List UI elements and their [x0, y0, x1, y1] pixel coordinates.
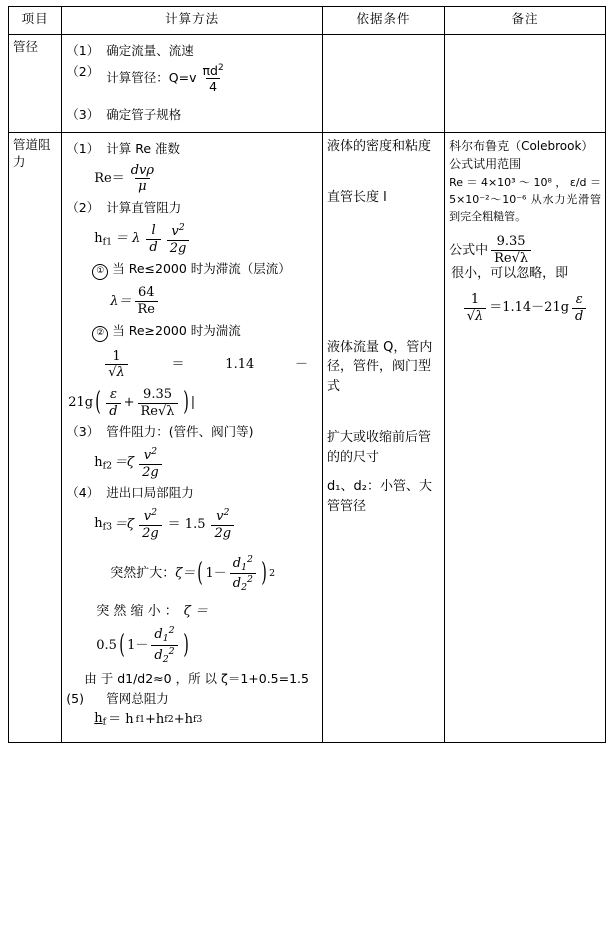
numerator-exponent: 2	[151, 507, 158, 519]
step-line	[66, 64, 318, 93]
row-method-pipe-diameter	[62, 34, 323, 132]
fraction-denominator: d	[146, 239, 160, 255]
numerator-exponent: 2	[217, 62, 224, 73]
table-header	[9, 7, 606, 35]
table-body	[9, 34, 606, 742]
fraction-numerator	[151, 626, 177, 645]
formula-colebrook-line2	[68, 388, 318, 418]
sub-item-laminar	[92, 261, 318, 280]
step-text-label: 计算管径：Q=v	[106, 69, 197, 85]
row-remark-pipe-resistance	[445, 132, 606, 742]
step-text: 进出口局部阻力	[106, 485, 194, 501]
fraction-denominator: μ	[135, 178, 149, 194]
spacer	[327, 218, 440, 338]
formula-subscript: f3	[192, 713, 203, 725]
numerator-exponent: 2	[223, 507, 230, 519]
fraction-denominator: 2g	[139, 525, 162, 541]
step-line	[66, 141, 318, 158]
fraction-denominator: Re	[135, 301, 158, 317]
fraction-935-over-re-sqrt-lambda	[491, 235, 531, 265]
denominator-text: d	[154, 648, 163, 664]
step-number: （2）	[66, 200, 100, 216]
step-line	[66, 424, 318, 441]
formula-one-minus: 1－	[205, 566, 227, 582]
formula-plus: +	[123, 395, 135, 411]
fraction-numerator: 9.35	[143, 386, 172, 402]
fraction-numerator: 1	[112, 348, 121, 364]
fraction-935-over-re-sqrt-lambda	[138, 388, 178, 418]
circled-number-icon	[92, 323, 112, 342]
condition-item: 扩大或收缩前后管的的尺寸	[327, 430, 432, 465]
fraction-denominator: √λ	[105, 364, 128, 380]
fraction-numerator	[230, 555, 256, 574]
paren-close: )	[182, 387, 189, 418]
condition-item	[327, 188, 440, 208]
denominator-subscript: 2	[241, 582, 248, 594]
header-condition: 依据条件	[323, 7, 445, 35]
remark-formula-inline	[449, 235, 601, 283]
step-number: （1）	[66, 42, 100, 58]
step-text: 管网总阻力	[106, 691, 169, 707]
numerator-text: v	[171, 224, 179, 240]
numerator-subscript: 1	[241, 561, 248, 573]
denominator-subscript: 2	[162, 653, 169, 665]
step-number: （1）	[66, 140, 100, 156]
formula-label: 突 然 缩 小 ：	[96, 603, 178, 619]
formula-h: h	[94, 515, 103, 531]
numerator-exponent: 2	[168, 625, 175, 637]
formula-lhs: Re＝	[94, 171, 125, 187]
fraction-v2-over-2g	[139, 447, 162, 479]
fraction-d1-sq-over-d2-sq	[230, 555, 256, 593]
row-item-label: 管道阻力	[13, 136, 51, 169]
fraction-denominator: 2g	[211, 525, 234, 541]
fraction-numerator: ε	[575, 292, 583, 308]
fraction-denominator	[151, 645, 177, 665]
fraction-denominator: d	[572, 308, 586, 324]
conclusion-text: 由 于 d1/d2≈0 ，所 以 ζ＝1+0.5=1.5	[84, 670, 309, 686]
formula-one-minus: 1－	[127, 637, 149, 653]
condition-item: 液体流量 Q，管内径，管件，阀门型式	[327, 339, 433, 394]
step-text: 确定管子规格	[106, 107, 182, 122]
numerator-text: v	[216, 509, 224, 525]
formula-label: 突然扩大：	[110, 566, 176, 582]
formula-subscript: f2	[164, 713, 174, 725]
paren-open: (	[197, 558, 204, 589]
formula-reynolds	[94, 164, 318, 194]
formula-coefficient: 21g	[68, 395, 94, 411]
denominator-text: d	[232, 576, 242, 592]
fraction-d1-sq-over-d2-sq	[151, 626, 177, 664]
numerator-text: πd	[202, 62, 218, 78]
row-item-pipe-diameter: 管径	[9, 34, 62, 132]
circled-number-glyph: ①	[92, 264, 108, 280]
step-text: 计算直管阻力	[106, 200, 182, 216]
step-line	[66, 200, 318, 217]
calculation-table	[8, 6, 606, 743]
paren-close: )	[261, 558, 267, 589]
formula-value: 1.14	[225, 356, 255, 372]
fraction-one-over-sqrt-lambda	[464, 293, 487, 323]
fraction-numerator: 64	[137, 285, 155, 301]
formula-eq: ＝ h	[108, 712, 134, 728]
circled-number-icon	[92, 261, 112, 280]
formula-h: h	[94, 454, 103, 470]
formula-sudden-contraction	[96, 626, 318, 664]
numerator-exponent: 2	[151, 446, 158, 458]
formula-subscript: f	[102, 716, 107, 728]
fraction-denominator	[230, 573, 256, 593]
step-number: （2）	[66, 63, 100, 79]
fraction-v2-over-2g	[139, 508, 162, 540]
formula-hf2	[94, 447, 318, 479]
row-remark-pipe-diameter	[445, 34, 606, 132]
fraction-v2-over-2g	[167, 223, 190, 255]
step-text: 管件阻力：(管件、阀门等)	[106, 424, 254, 440]
formula-lhs	[94, 230, 112, 249]
formula-h: h	[94, 230, 103, 246]
numerator-text: v	[143, 509, 152, 525]
fraction-numerator: dvρ	[130, 162, 155, 178]
fraction-numerator	[141, 508, 160, 525]
step-line	[66, 107, 318, 124]
fraction-one-over-sqrt-lambda	[105, 350, 128, 380]
sub-item-text: 当 Re≤2000 时为滞流（层流）	[112, 261, 291, 277]
step-number: (5)	[66, 691, 84, 707]
table-header-row	[9, 7, 606, 35]
spacer	[327, 406, 440, 428]
remark-text: 很小，可以忽略，即	[451, 266, 569, 282]
formula-total-resistance	[94, 710, 318, 729]
table-row	[9, 34, 606, 132]
formula-zeta: ζ ＝	[183, 603, 208, 619]
formula-plus-h: +h	[145, 712, 165, 728]
header-method: 计算方法	[62, 7, 323, 35]
step-text	[106, 64, 318, 93]
formula-eq: ＝ζ	[114, 455, 135, 471]
row-condition-pipe-diameter	[323, 34, 445, 132]
row-item-pipe-resistance	[9, 132, 62, 742]
formula-outer-exponent: 2	[269, 567, 276, 579]
formula-lambda-laminar	[110, 286, 318, 316]
step-line	[66, 485, 318, 502]
fraction-denominator: √λ	[464, 308, 487, 324]
row-method-pipe-resistance	[62, 132, 323, 742]
step-line	[66, 691, 318, 708]
formula-zeta: ζ＝	[175, 566, 196, 582]
formula-colebrook-line1	[102, 350, 308, 380]
fraction-numerator: 9.35	[496, 234, 526, 250]
formula-subscript: f1	[102, 236, 113, 248]
paren-open: (	[95, 387, 101, 418]
formula-eq: ＝ λ	[115, 231, 141, 247]
fraction-numerator	[168, 223, 187, 240]
fraction-numerator: ε	[109, 386, 117, 402]
formula-lhs	[94, 454, 112, 473]
formula-sudden-expansion	[110, 555, 318, 593]
fraction-v2-over-2g-2	[211, 508, 234, 540]
condition-item: d₁、d₂：小管、大管管径	[327, 479, 432, 514]
fraction-numerator	[213, 508, 232, 525]
formula-subscript: f1	[135, 713, 146, 725]
formula-sudden-contraction-label	[96, 603, 318, 621]
step-number: （3）	[66, 107, 100, 122]
step-text: 确定流量、流速	[106, 42, 194, 58]
remark-line: Re＝4×10³～10⁸，ε/d＝5×10⁻²～10⁻⁶ 从水力光滑管到完全粗糙管。	[449, 176, 601, 224]
formula-plus-h: +h	[173, 712, 193, 728]
formula-eq2: ＝ 1.5	[167, 516, 206, 532]
fraction	[128, 164, 157, 194]
formula-subscript: f3	[102, 521, 113, 533]
paren-open: (	[119, 629, 125, 660]
fraction-eps-over-d	[572, 293, 586, 323]
fraction-denominator: Re√λ	[491, 250, 531, 266]
condition-item: 液体的密度和粘度	[327, 138, 432, 154]
fraction-pi-d2-over-4	[199, 64, 226, 93]
step-number: （3）	[66, 424, 100, 440]
formula-eq: ＝ζ	[114, 516, 135, 532]
step-number: （4）	[66, 485, 100, 501]
formula-hf1	[94, 223, 318, 255]
header-remark: 备注	[445, 7, 606, 35]
formula-h: h	[94, 711, 103, 727]
remark-formula-simplified	[449, 293, 601, 323]
fraction-denominator: 4	[206, 78, 220, 93]
fraction-denominator: 2g	[167, 240, 190, 256]
fraction-eps-over-d	[106, 388, 120, 418]
spacer	[327, 166, 440, 188]
fraction	[135, 286, 158, 316]
circled-number-glyph: ②	[92, 326, 108, 342]
remark-text: 公式中	[449, 242, 489, 258]
table-row	[9, 132, 606, 742]
formula-eq: ＝1.14－21g	[489, 300, 570, 316]
numerator-text: d	[232, 555, 242, 571]
remark-line: 科尔布鲁克（Colebrook）公式试用范围	[449, 138, 594, 172]
numerator-text: d	[154, 627, 163, 643]
denominator-exponent: 2	[168, 646, 175, 657]
formula-lhs	[94, 515, 112, 534]
fraction-numerator	[199, 64, 226, 78]
fraction-denominator: 2g	[139, 464, 162, 480]
step-line	[66, 43, 318, 60]
fraction-numerator: l	[151, 222, 156, 238]
paren-close: )	[182, 629, 189, 660]
sub-item-turbulent	[92, 323, 318, 342]
sub-item-text: 当 Re≥2000 时为湍流	[112, 322, 241, 338]
formula-coefficient: 0.5	[96, 637, 117, 653]
numerator-exponent: 2	[178, 221, 185, 233]
fraction-numerator: 1	[470, 292, 480, 308]
formula-lhs	[94, 710, 106, 729]
fraction-numerator	[141, 447, 160, 464]
fraction-denominator: d	[106, 403, 120, 419]
formula-bar: |	[190, 395, 196, 411]
row-condition-pipe-resistance	[323, 132, 445, 742]
fraction-denominator: Re√λ	[138, 403, 178, 419]
formula-lhs: λ＝	[110, 293, 132, 309]
denominator-exponent: 2	[247, 574, 253, 586]
formula-subscript: f2	[102, 460, 113, 472]
fraction-l-over-d	[146, 224, 160, 254]
step-text: 计算 Re 准数	[106, 140, 181, 156]
formula-eq: ＝	[171, 356, 185, 372]
numerator-exponent: 2	[247, 553, 253, 565]
numerator-subscript: 1	[162, 633, 169, 645]
formula-minus: －	[295, 356, 309, 372]
numerator-text: v	[143, 448, 152, 464]
header-item: 项目	[9, 7, 62, 35]
formula-hf3	[94, 508, 318, 540]
condition-text: 直管长度 l	[327, 190, 387, 206]
